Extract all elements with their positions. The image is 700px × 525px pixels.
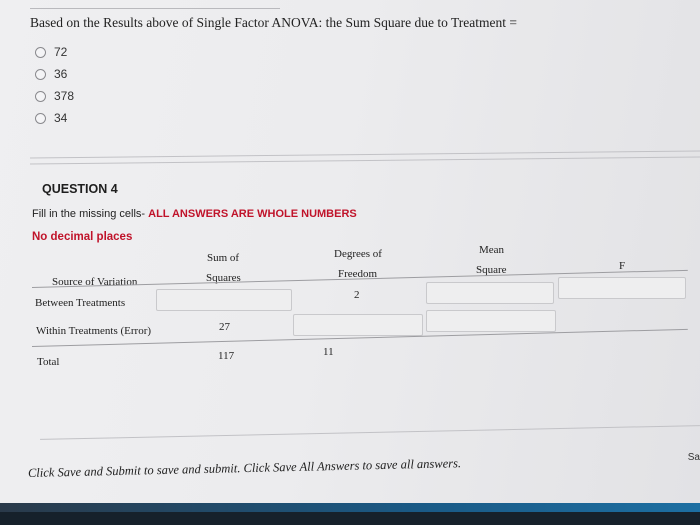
within-df-input[interactable]: [293, 314, 423, 336]
total-ss-value: 117: [218, 350, 235, 362]
header-freedom: Freedom: [338, 268, 378, 280]
total-df-value: 11: [323, 346, 334, 358]
row-label-within-treatments: Within Treatments (Error): [36, 325, 152, 337]
instruction-emphasis: ALL ANSWERS ARE WHOLE NUMBERS: [148, 208, 357, 220]
section-divider: [30, 156, 700, 164]
header-source-of-variation: Source of Variation: [52, 276, 138, 288]
question-4-instruction: [32, 208, 357, 220]
option-34[interactable]: [35, 110, 67, 126]
option-72[interactable]: [35, 44, 67, 60]
row-label-total: Total: [37, 356, 60, 368]
bottom-bar-shadow: [0, 512, 700, 525]
between-ms-input[interactable]: [426, 282, 554, 304]
header-f: F: [619, 260, 626, 272]
option-36[interactable]: [35, 66, 67, 82]
within-ms-input[interactable]: [426, 310, 556, 332]
between-df-value: 2: [354, 289, 360, 301]
radio-button[interactable]: [35, 91, 46, 102]
radio-button[interactable]: [35, 113, 46, 124]
between-ss-input[interactable]: [156, 289, 292, 311]
save-button-partial[interactable]: Sa: [687, 452, 700, 463]
row-label-between-treatments: Between Treatments: [35, 297, 126, 309]
within-ss-value: 27: [219, 321, 230, 333]
between-f-input[interactable]: [558, 277, 686, 299]
option-378[interactable]: [35, 88, 74, 104]
header-square: Square: [476, 264, 507, 276]
question-4-title: QUESTION 4: [42, 182, 118, 196]
question-3-prompt: Based on the Results above of Single Factor ANOVA: the Sum Square due to Treatment =: [30, 15, 517, 30]
option-label: 36: [54, 67, 68, 81]
save-instructions: Click Save and Submit to save and submit. Click Save All Answers to save all answers.: [27, 456, 462, 480]
option-label: 34: [54, 111, 68, 125]
top-divider: [30, 0, 280, 9]
radio-button[interactable]: [35, 69, 46, 80]
header-squares: Squares: [206, 272, 241, 284]
instruction-prefix: Fill in the missing cells-: [32, 208, 149, 220]
option-label: 72: [54, 45, 68, 59]
radio-button[interactable]: [35, 47, 46, 58]
header-degrees-of: Degrees of: [334, 248, 382, 260]
header-mean: Mean: [479, 244, 505, 256]
option-label: 378: [54, 89, 75, 103]
header-sum-of: Sum of: [207, 252, 240, 264]
instruction-no-decimals: No decimal places: [32, 231, 133, 243]
section-divider: [40, 425, 700, 440]
